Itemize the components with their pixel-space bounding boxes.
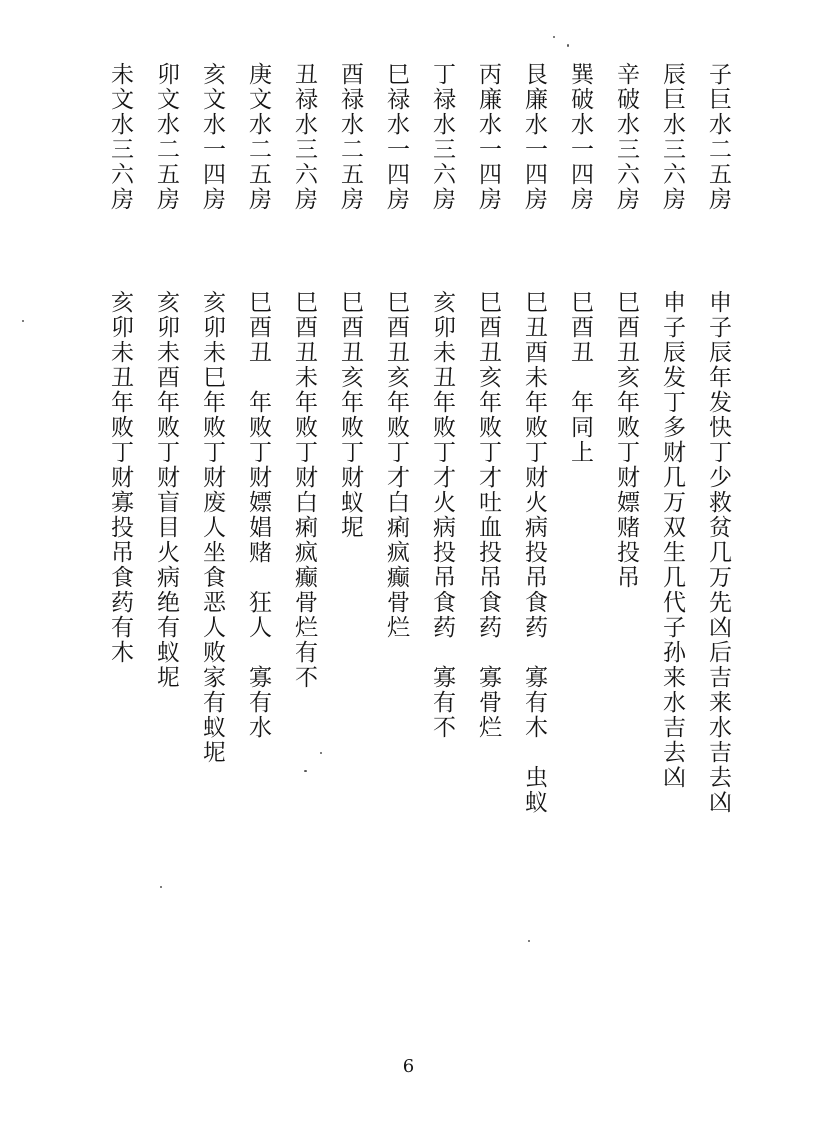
entry-heading: 庚文水二五房 [245, 62, 271, 212]
entry-text: 申子辰年发快丁少救贫几万先凶后吉来水吉去凶 [705, 290, 731, 815]
entry-heading: 巽破水一四房 [567, 62, 593, 212]
scan-speck [304, 770, 307, 772]
entry-text: 亥卯未酉年败丁财盲目火病绝有蚁坭 [153, 290, 179, 690]
entry-text: 巳酉丑亥年败丁才白痢疯癫骨烂 [383, 290, 409, 640]
entry-text: 亥卯未巳年败丁财废人坐食恶人败家有蚁坭 [199, 290, 225, 765]
page-number: 6 [402, 1056, 415, 1077]
scan-speck [160, 886, 162, 888]
scan-speck [553, 36, 555, 38]
entry-heading: 酉禄水二五房 [337, 62, 363, 212]
entry-heading: 子巨水二五房 [705, 62, 731, 212]
scan-speck [528, 940, 530, 942]
entry-heading: 艮廉水一四房 [521, 62, 547, 212]
entry-heading: 亥文水一四房 [199, 62, 225, 212]
entry-text: 申子辰发丁多财几万双生几代子孙来水吉去凶 [659, 290, 685, 790]
entry-text: 巳酉丑亥年败丁才吐血投吊食药 寡骨烂 [475, 290, 501, 740]
scan-speck [320, 752, 322, 754]
entry-heading: 丙廉水一四房 [475, 62, 501, 212]
entry-heading: 丁禄水三六房 [429, 62, 455, 212]
entry-text: 亥卯未丑年败丁才火病投吊食药 寡有不 [429, 290, 455, 740]
scan-speck [22, 320, 24, 322]
entry-text: 亥卯未丑年败丁财寡投吊食药有木 [107, 290, 133, 665]
entry-heading: 未文水三六房 [107, 62, 133, 212]
scan-speck [567, 44, 569, 47]
entry-heading: 卯文水二五房 [153, 62, 179, 212]
entry-heading: 辛破水三六房 [613, 62, 639, 212]
entry-text: 巳酉丑 年同上 [567, 290, 593, 465]
entry-text: 巳酉丑未年败丁财白痢疯癫骨烂有不 [291, 290, 317, 690]
entry-heading: 辰巨水三六房 [659, 62, 685, 212]
entry-text: 巳酉丑 年败丁财嫖娼赌 狂人 寡有水 [245, 290, 271, 740]
entry-heading: 巳禄水一四房 [383, 62, 409, 212]
entry-heading: 丑禄水三六房 [291, 62, 317, 212]
entry-text: 巳丑酉未年败丁财火病投吊食药 寡有木 虫蚁 [521, 290, 547, 815]
entry-text: 巳酉丑亥年败丁财蚁坭 [337, 290, 363, 540]
entry-text: 巳酉丑亥年败丁财嫖赌投吊 [613, 290, 639, 590]
